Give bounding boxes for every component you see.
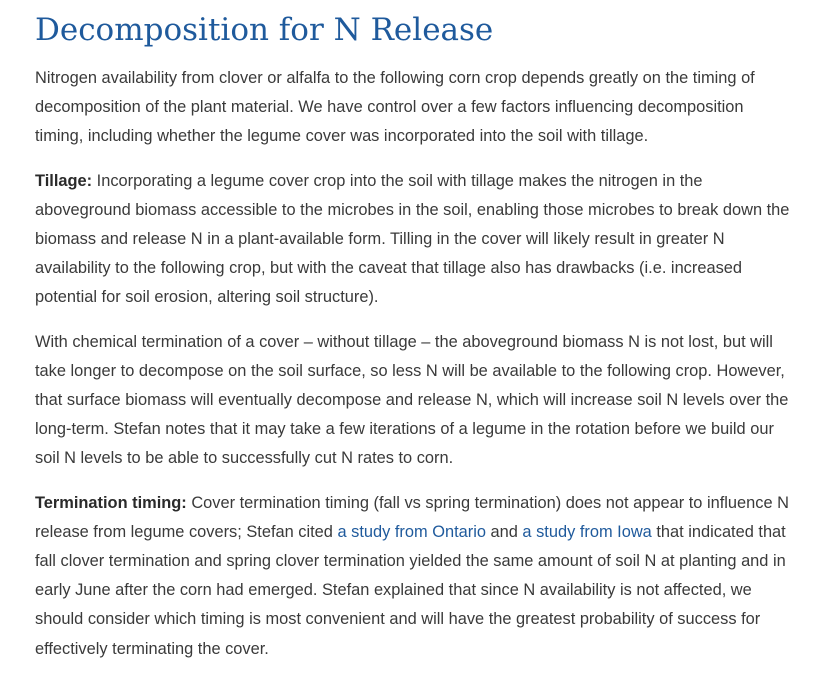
- tillage-text: Incorporating a legume cover crop into the soil with tillage makes the nitrogen in the aboveground biomass accessible to the microbes in the soil, enabling those microbes to break down the biomass and release N in a plant-available form. Tilling in the cover will likely result in greater N availability to the following crop, but with the caveat that tillage also has drawbacks (i.e. increased potential for soil erosion, altering soil structure).: [35, 171, 790, 307]
- tillage-paragraph: [35, 167, 795, 313]
- iowa-study-link[interactable]: a study from Iowa: [522, 522, 652, 541]
- termination-timing-label: Termination timing:: [35, 493, 187, 512]
- chemical-termination-paragraph: With chemical termination of a cover – without tillage – the aboveground biomass N is not lost, but will take longer to decompose on the soil surface, so less N will be available to the following crop. However, that surface biomass will eventually decompose and release N, which will increase soil N levels over the long-term. Stefan notes that it may take a few iterations of a legume in the rotation before we build our soil N levels to be able to successfully cut N rates to corn.: [35, 332, 789, 468]
- termination-text-mid: and: [485, 522, 523, 541]
- termination-text-after: that indicated that fall clover termination and spring clover termination yielded the same amount of soil N at planting and in early June after the corn had emerged. Stefan explained that since N availability is not affected, we should consider which timing is most convenient and will have the greatest probability of success for effectively terminating the cover.: [35, 522, 786, 658]
- section-heading: Decomposition for N Release: [35, 12, 494, 48]
- tillage-label: Tillage:: [35, 171, 93, 190]
- termination-timing-paragraph: [35, 489, 795, 664]
- termination-text-before: Cover termination timing (fall vs spring termination) does not appear to influence N release from legume covers; Stefan cited: [35, 493, 789, 541]
- ontario-study-link[interactable]: a study from Ontario: [337, 522, 486, 541]
- article-body: [35, 0, 795, 664]
- intro-paragraph: Nitrogen availability from clover or alfalfa to the following corn crop depends greatly on the timing of decomposition of the plant material. We have control over a few factors influencing decomposition timing, including whether the legume cover was incorporated into the soil with tillage.: [35, 69, 755, 146]
